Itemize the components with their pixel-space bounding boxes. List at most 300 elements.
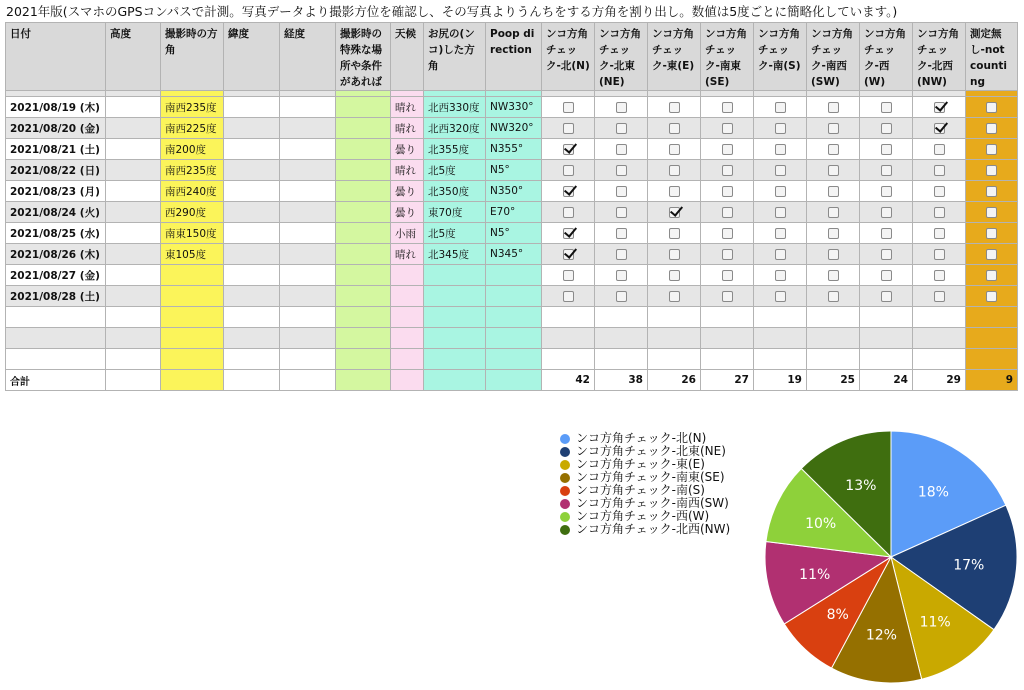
cell-special[interactable] xyxy=(336,265,391,286)
cell-lon[interactable] xyxy=(280,328,336,349)
cell-height[interactable] xyxy=(106,118,161,139)
cell-dir[interactable] xyxy=(161,328,224,349)
direction-checkbox[interactable] xyxy=(775,102,786,113)
cell-poop_en[interactable]: N5° xyxy=(486,160,542,181)
column-header[interactable]: お尻の(ンコ)した方角 xyxy=(424,23,486,91)
cell-check xyxy=(701,223,754,244)
direction-checkbox[interactable] xyxy=(881,123,892,134)
direction-checkbox[interactable] xyxy=(986,165,997,176)
cell-check xyxy=(701,244,754,265)
direction-checkbox[interactable] xyxy=(669,207,680,218)
legend-item xyxy=(560,523,730,536)
direction-checkbox[interactable] xyxy=(775,291,786,302)
cell-height[interactable] xyxy=(106,181,161,202)
legend-swatch xyxy=(560,460,570,470)
direction-checkbox[interactable] xyxy=(934,249,945,260)
cell-lon[interactable] xyxy=(280,160,336,181)
direction-checkbox[interactable] xyxy=(669,270,680,281)
direction-checkbox[interactable] xyxy=(722,102,733,113)
direction-checkbox[interactable] xyxy=(722,291,733,302)
cell-lat[interactable] xyxy=(224,118,280,139)
direction-checkbox[interactable] xyxy=(669,249,680,260)
cell-date[interactable]: 2021/08/25 (水) xyxy=(6,223,106,244)
cell-lon[interactable] xyxy=(280,181,336,202)
cell-check xyxy=(595,328,648,349)
cell-check xyxy=(807,118,860,139)
cell-check xyxy=(701,139,754,160)
pie-chart xyxy=(760,426,1020,686)
cell-dir[interactable]: 南東150度 xyxy=(161,223,224,244)
direction-checkbox[interactable] xyxy=(881,207,892,218)
direction-checkbox[interactable] xyxy=(616,165,627,176)
cell-check xyxy=(542,97,595,118)
direction-checkbox[interactable] xyxy=(881,249,892,260)
direction-checkbox[interactable] xyxy=(828,186,839,197)
cell-check xyxy=(754,97,807,118)
cell-poop_en[interactable]: NW320° xyxy=(486,118,542,139)
direction-checkbox[interactable] xyxy=(669,186,680,197)
cell-dir[interactable]: 南西240度 xyxy=(161,181,224,202)
cell-check xyxy=(913,349,966,370)
cell-date[interactable]: 2021/08/24 (火) xyxy=(6,202,106,223)
cell-check xyxy=(807,223,860,244)
direction-checkbox[interactable] xyxy=(881,186,892,197)
cell-date[interactable]: 2021/08/22 (日) xyxy=(6,160,106,181)
cell-weather[interactable] xyxy=(391,265,424,286)
cell-lat[interactable] xyxy=(224,223,280,244)
cell-poop_en[interactable]: N355° xyxy=(486,139,542,160)
cell-height[interactable] xyxy=(106,202,161,223)
empty-cell xyxy=(486,370,542,391)
direction-checkbox[interactable] xyxy=(669,123,680,134)
table-row xyxy=(6,244,1018,265)
cell-check xyxy=(807,244,860,265)
cell-dir[interactable] xyxy=(161,286,224,307)
cell-height[interactable] xyxy=(106,265,161,286)
cell-check xyxy=(966,328,1018,349)
cell-poop_en[interactable] xyxy=(486,286,542,307)
cell-dir[interactable]: 南西235度 xyxy=(161,97,224,118)
legend-swatch xyxy=(560,499,570,509)
cell-check xyxy=(595,286,648,307)
direction-checkbox[interactable] xyxy=(669,291,680,302)
cell-poop_en[interactable]: E70° xyxy=(486,202,542,223)
direction-checkbox[interactable] xyxy=(934,186,945,197)
cell-date[interactable]: 2021/08/20 (金) xyxy=(6,118,106,139)
direction-checkbox[interactable] xyxy=(616,186,627,197)
cell-weather[interactable] xyxy=(391,307,424,328)
cell-special[interactable] xyxy=(336,286,391,307)
column-header[interactable]: ンコ方角チェック-西(W) xyxy=(860,23,913,91)
cell-check xyxy=(595,223,648,244)
cell-poop_jp[interactable] xyxy=(424,286,486,307)
direction-checkbox[interactable] xyxy=(934,270,945,281)
direction-checkbox[interactable] xyxy=(934,165,945,176)
cell-height[interactable] xyxy=(106,328,161,349)
cell-lon[interactable] xyxy=(280,349,336,370)
cell-poop_jp[interactable] xyxy=(424,307,486,328)
direction-checkbox[interactable] xyxy=(775,123,786,134)
cell-special[interactable] xyxy=(336,118,391,139)
direction-checkbox[interactable] xyxy=(775,270,786,281)
cell-check xyxy=(807,139,860,160)
direction-checkbox[interactable] xyxy=(775,249,786,260)
cell-check xyxy=(648,202,701,223)
cell-check xyxy=(648,286,701,307)
legend-label: ンコ方角チェック-北東(NE) xyxy=(576,444,726,458)
direction-checkbox[interactable] xyxy=(986,270,997,281)
slice-label: 8% xyxy=(826,607,849,624)
direction-checkbox[interactable] xyxy=(616,102,627,113)
cell-lat[interactable] xyxy=(224,286,280,307)
cell-height[interactable] xyxy=(106,349,161,370)
total-value: 42 xyxy=(542,370,595,391)
direction-checkbox[interactable] xyxy=(828,249,839,260)
direction-checkbox[interactable] xyxy=(986,228,997,239)
cell-special[interactable] xyxy=(336,307,391,328)
cell-check xyxy=(595,202,648,223)
cell-date[interactable]: 2021/08/19 (木) xyxy=(6,97,106,118)
direction-checkbox[interactable] xyxy=(934,123,945,134)
table-row xyxy=(6,97,1018,118)
cell-check xyxy=(860,328,913,349)
cell-poop_jp[interactable]: 北西330度 xyxy=(424,97,486,118)
slice-label: 17% xyxy=(953,557,985,574)
cell-lon[interactable] xyxy=(280,286,336,307)
cell-poop_en[interactable] xyxy=(486,328,542,349)
cell-date[interactable]: 2021/08/27 (金) xyxy=(6,265,106,286)
column-header[interactable]: 緯度 xyxy=(224,23,280,91)
table-row xyxy=(6,181,1018,202)
cell-check xyxy=(701,328,754,349)
cell-lon[interactable] xyxy=(280,223,336,244)
direction-checkbox[interactable] xyxy=(563,270,574,281)
header-row xyxy=(6,23,1018,91)
direction-checkbox[interactable] xyxy=(775,165,786,176)
direction-checkbox[interactable] xyxy=(986,123,997,134)
direction-checkbox[interactable] xyxy=(775,207,786,218)
cell-weather[interactable]: 晴れ xyxy=(391,97,424,118)
direction-checkbox[interactable] xyxy=(828,123,839,134)
cell-dir[interactable]: 南200度 xyxy=(161,139,224,160)
cell-poop_en[interactable]: NW330° xyxy=(486,97,542,118)
direction-checkbox[interactable] xyxy=(881,144,892,155)
cell-check xyxy=(648,265,701,286)
cell-poop_jp[interactable]: 北5度 xyxy=(424,160,486,181)
cell-weather[interactable]: 曇り xyxy=(391,202,424,223)
legend-label: ンコ方角チェック-東(E) xyxy=(576,457,705,471)
direction-checkbox[interactable] xyxy=(722,228,733,239)
cell-check xyxy=(542,328,595,349)
cell-lat[interactable] xyxy=(224,181,280,202)
direction-checkbox[interactable] xyxy=(828,144,839,155)
cell-height[interactable] xyxy=(106,286,161,307)
cell-height[interactable] xyxy=(106,307,161,328)
cell-date[interactable]: 2021/08/23 (月) xyxy=(6,181,106,202)
cell-dir[interactable] xyxy=(161,349,224,370)
direction-checkbox[interactable] xyxy=(881,270,892,281)
direction-checkbox[interactable] xyxy=(563,249,574,260)
cell-check xyxy=(807,349,860,370)
cell-lat[interactable] xyxy=(224,97,280,118)
direction-checkbox[interactable] xyxy=(563,144,574,155)
cell-special[interactable] xyxy=(336,223,391,244)
cell-lat[interactable] xyxy=(224,349,280,370)
cell-height[interactable] xyxy=(106,223,161,244)
table-row xyxy=(6,139,1018,160)
direction-checkbox[interactable] xyxy=(722,270,733,281)
cell-check xyxy=(595,118,648,139)
slice-label: 13% xyxy=(845,477,877,494)
cell-weather[interactable]: 晴れ xyxy=(391,244,424,265)
empty-cell xyxy=(280,370,336,391)
column-header[interactable]: 測定無し-not counting xyxy=(966,23,1018,91)
table-row xyxy=(6,307,1018,328)
column-header[interactable]: ンコ方角チェック-北西(NW) xyxy=(913,23,966,91)
direction-checkbox[interactable] xyxy=(722,249,733,260)
cell-lon[interactable] xyxy=(280,202,336,223)
cell-special[interactable] xyxy=(336,139,391,160)
column-header[interactable]: 高度 xyxy=(106,23,161,91)
direction-checkbox[interactable] xyxy=(616,249,627,260)
cell-check xyxy=(913,223,966,244)
cell-lon[interactable] xyxy=(280,307,336,328)
cell-check xyxy=(754,307,807,328)
direction-checkbox[interactable] xyxy=(563,207,574,218)
direction-checkbox[interactable] xyxy=(563,186,574,197)
column-header[interactable]: 日付 xyxy=(6,23,106,91)
direction-checkbox[interactable] xyxy=(986,207,997,218)
column-header[interactable]: 撮影時の方角 xyxy=(161,23,224,91)
legend-label: ンコ方角チェック-南東(SE) xyxy=(576,470,725,484)
direction-checkbox[interactable] xyxy=(828,270,839,281)
cell-lon[interactable] xyxy=(280,265,336,286)
cell-height[interactable] xyxy=(106,160,161,181)
direction-checkbox[interactable] xyxy=(563,165,574,176)
direction-checkbox[interactable] xyxy=(828,102,839,113)
cell-special[interactable] xyxy=(336,202,391,223)
legend-label: ンコ方角チェック-南西(SW) xyxy=(576,496,729,510)
cell-poop_jp[interactable] xyxy=(424,265,486,286)
cell-lat[interactable] xyxy=(224,307,280,328)
direction-checkbox[interactable] xyxy=(563,123,574,134)
cell-weather[interactable]: 曇り xyxy=(391,181,424,202)
cell-poop_en[interactable] xyxy=(486,307,542,328)
column-header[interactable]: ンコ方角チェック-東(E) xyxy=(648,23,701,91)
cell-lon[interactable] xyxy=(280,118,336,139)
cell-weather[interactable] xyxy=(391,328,424,349)
cell-poop_en[interactable] xyxy=(486,349,542,370)
direction-checkbox[interactable] xyxy=(669,144,680,155)
direction-checkbox[interactable] xyxy=(881,291,892,302)
direction-checkbox[interactable] xyxy=(616,123,627,134)
direction-checkbox[interactable] xyxy=(775,186,786,197)
direction-checkbox[interactable] xyxy=(775,228,786,239)
table-row xyxy=(6,349,1018,370)
cell-lon[interactable] xyxy=(280,139,336,160)
column-header[interactable]: Poop direction xyxy=(486,23,542,91)
cell-special[interactable] xyxy=(336,244,391,265)
cell-check xyxy=(648,244,701,265)
cell-weather[interactable]: 曇り xyxy=(391,139,424,160)
direction-checkbox[interactable] xyxy=(986,144,997,155)
direction-checkbox[interactable] xyxy=(722,186,733,197)
column-header[interactable]: 経度 xyxy=(280,23,336,91)
cell-dir[interactable]: 東105度 xyxy=(161,244,224,265)
cell-check xyxy=(966,223,1018,244)
cell-poop_jp[interactable]: 東70度 xyxy=(424,202,486,223)
direction-checkbox[interactable] xyxy=(881,102,892,113)
cell-weather[interactable] xyxy=(391,286,424,307)
cell-lon[interactable] xyxy=(280,244,336,265)
direction-checkbox[interactable] xyxy=(563,102,574,113)
direction-checkbox[interactable] xyxy=(986,249,997,260)
table-row xyxy=(6,223,1018,244)
cell-poop_jp[interactable] xyxy=(424,328,486,349)
direction-checkbox[interactable] xyxy=(934,291,945,302)
direction-checkbox[interactable] xyxy=(775,144,786,155)
cell-poop_jp[interactable]: 北355度 xyxy=(424,139,486,160)
direction-checkbox[interactable] xyxy=(934,102,945,113)
cell-poop_jp[interactable] xyxy=(424,349,486,370)
cell-check xyxy=(807,328,860,349)
total-value: 27 xyxy=(701,370,754,391)
cell-check xyxy=(754,118,807,139)
cell-check xyxy=(860,223,913,244)
cell-date[interactable] xyxy=(6,307,106,328)
legend-label: ンコ方角チェック-西(W) xyxy=(576,509,710,523)
cell-special[interactable] xyxy=(336,328,391,349)
total-value: 25 xyxy=(807,370,860,391)
direction-checkbox[interactable] xyxy=(828,291,839,302)
direction-checkbox[interactable] xyxy=(828,165,839,176)
direction-checkbox[interactable] xyxy=(881,228,892,239)
cell-weather[interactable]: 晴れ xyxy=(391,160,424,181)
cell-poop_jp[interactable]: 北345度 xyxy=(424,244,486,265)
cell-poop_en[interactable]: N345° xyxy=(486,244,542,265)
direction-checkbox[interactable] xyxy=(616,270,627,281)
cell-date[interactable] xyxy=(6,328,106,349)
cell-lat[interactable] xyxy=(224,244,280,265)
cell-check xyxy=(754,244,807,265)
cell-lat[interactable] xyxy=(224,265,280,286)
cell-special[interactable] xyxy=(336,181,391,202)
direction-checkbox[interactable] xyxy=(722,165,733,176)
direction-checkbox[interactable] xyxy=(881,165,892,176)
cell-check xyxy=(595,265,648,286)
cell-date[interactable] xyxy=(6,349,106,370)
column-header[interactable]: 天候 xyxy=(391,23,424,91)
direction-checkbox[interactable] xyxy=(616,207,627,218)
cell-check xyxy=(701,97,754,118)
cell-special[interactable] xyxy=(336,349,391,370)
cell-dir[interactable]: 西290度 xyxy=(161,202,224,223)
cell-height[interactable] xyxy=(106,97,161,118)
cell-height[interactable] xyxy=(106,139,161,160)
direction-checkbox[interactable] xyxy=(616,144,627,155)
cell-check xyxy=(648,349,701,370)
direction-checkbox[interactable] xyxy=(986,186,997,197)
direction-checkbox[interactable] xyxy=(616,291,627,302)
direction-checkbox[interactable] xyxy=(563,228,574,239)
cell-poop_jp[interactable]: 北350度 xyxy=(424,181,486,202)
direction-checkbox[interactable] xyxy=(934,144,945,155)
cell-lat[interactable] xyxy=(224,328,280,349)
cell-dir[interactable]: 南西225度 xyxy=(161,118,224,139)
direction-checkbox[interactable] xyxy=(722,207,733,218)
direction-checkbox[interactable] xyxy=(986,102,997,113)
cell-check xyxy=(966,139,1018,160)
direction-checkbox[interactable] xyxy=(986,291,997,302)
cell-date[interactable]: 2021/08/28 (土) xyxy=(6,286,106,307)
cell-check xyxy=(966,160,1018,181)
cell-date[interactable]: 2021/08/21 (土) xyxy=(6,139,106,160)
cell-dir[interactable]: 南西235度 xyxy=(161,160,224,181)
cell-dir[interactable] xyxy=(161,265,224,286)
cell-check xyxy=(860,349,913,370)
column-header[interactable]: ンコ方角チェック-南(S) xyxy=(754,23,807,91)
cell-lat[interactable] xyxy=(224,160,280,181)
column-header[interactable]: 撮影時の特殊な場所や条件があれば xyxy=(336,23,391,91)
cell-special[interactable] xyxy=(336,160,391,181)
cell-check xyxy=(648,328,701,349)
cell-check xyxy=(913,118,966,139)
column-header[interactable]: ンコ方角チェック-北(N) xyxy=(542,23,595,91)
column-header[interactable]: ンコ方角チェック-南西(SW) xyxy=(807,23,860,91)
direction-checkbox[interactable] xyxy=(934,207,945,218)
cell-check xyxy=(648,139,701,160)
cell-check xyxy=(966,307,1018,328)
direction-checkbox[interactable] xyxy=(669,102,680,113)
cell-check xyxy=(860,265,913,286)
direction-checkbox[interactable] xyxy=(828,228,839,239)
cell-weather[interactable] xyxy=(391,349,424,370)
cell-check xyxy=(913,286,966,307)
cell-poop_jp[interactable]: 北5度 xyxy=(424,223,486,244)
cell-poop_en[interactable] xyxy=(486,265,542,286)
column-header[interactable]: ンコ方角チェック-北東(NE) xyxy=(595,23,648,91)
cell-check xyxy=(966,286,1018,307)
column-header[interactable]: ンコ方角チェック-南東(SE) xyxy=(701,23,754,91)
direction-checkbox[interactable] xyxy=(669,165,680,176)
direction-checkbox[interactable] xyxy=(722,144,733,155)
cell-lat[interactable] xyxy=(224,202,280,223)
cell-weather[interactable]: 小雨 xyxy=(391,223,424,244)
direction-checkbox[interactable] xyxy=(563,291,574,302)
direction-checkbox[interactable] xyxy=(828,207,839,218)
cell-poop_jp[interactable]: 北西320度 xyxy=(424,118,486,139)
direction-checkbox[interactable] xyxy=(722,123,733,134)
table-row xyxy=(6,160,1018,181)
cell-date[interactable]: 2021/08/26 (木) xyxy=(6,244,106,265)
cell-height[interactable] xyxy=(106,244,161,265)
cell-check xyxy=(807,160,860,181)
cell-poop_en[interactable]: N5° xyxy=(486,223,542,244)
cell-lon[interactable] xyxy=(280,97,336,118)
cell-poop_en[interactable]: N350° xyxy=(486,181,542,202)
sheet-note: 2021年版(スマホのGPSコンパスで計測。写真データより撮影方位を確認し、その写真よりうんちをする方角を割り出し。数値は5度ごとに簡略化しています。) xyxy=(6,4,898,19)
cell-lat[interactable] xyxy=(224,139,280,160)
cell-weather[interactable]: 晴れ xyxy=(391,118,424,139)
cell-special[interactable] xyxy=(336,97,391,118)
direction-checkbox[interactable] xyxy=(616,228,627,239)
cell-check xyxy=(966,202,1018,223)
empty-cell xyxy=(424,370,486,391)
direction-checkbox[interactable] xyxy=(669,228,680,239)
direction-checkbox[interactable] xyxy=(934,228,945,239)
cell-check xyxy=(542,181,595,202)
cell-dir[interactable] xyxy=(161,307,224,328)
